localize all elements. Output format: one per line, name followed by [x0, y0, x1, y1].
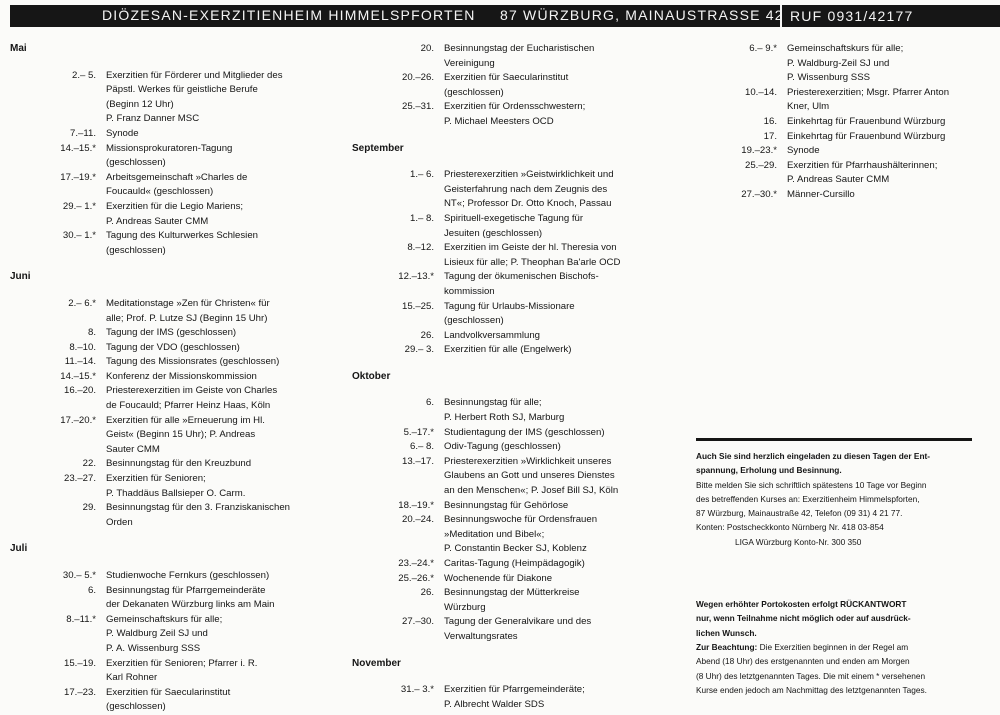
entry-description	[106, 69, 340, 127]
schedule-entry	[352, 557, 692, 572]
entry-line: »Meditation und Bibel«;	[444, 528, 545, 540]
entry-date: 16.	[763, 115, 777, 127]
entry-description	[106, 657, 340, 686]
entry-line: Besinnungstag für Pfarrgemeinderäte	[106, 584, 266, 596]
entry-description	[106, 326, 340, 341]
entry-line: (geschlossen)	[106, 157, 166, 169]
entry-line: P. Thaddäus Ballsieper O. Carm.	[106, 487, 246, 499]
entry-date: 5.–17.*	[403, 426, 434, 438]
schedule-entry	[10, 127, 340, 142]
entry-line: (geschlossen)	[106, 701, 166, 713]
schedule-entry	[10, 613, 340, 657]
schedule-entry	[352, 572, 692, 587]
entry-description	[444, 426, 692, 441]
entry-date: 29.	[82, 502, 96, 514]
postage-line: Wegen erhöhter Portokosten erfolgt RÜCKANTWORT	[696, 599, 907, 610]
schedule-entry	[697, 188, 997, 203]
entry-description	[444, 71, 692, 100]
registration-line: 87 Würzburg, Mainaustraße 42, Telefon (09 31) 4 21 77.	[696, 508, 903, 519]
entry-description	[106, 142, 340, 171]
entry-line: Männer-Cursillo	[787, 188, 855, 200]
entry-line: Vereinigung	[444, 57, 495, 69]
month-heading: Juni	[10, 271, 31, 283]
entry-date: 8.	[87, 327, 96, 339]
entry-line: Priesterexerzitien im Geiste von Charles	[106, 385, 278, 397]
entry-date: 15.–19.	[63, 657, 96, 669]
schedule-entry	[697, 42, 997, 86]
entry-description	[787, 159, 997, 188]
entry-line: Karl Rohner	[106, 672, 158, 684]
entry-line: Foucauld« (geschlossen)	[106, 186, 214, 198]
schedule-entry	[352, 71, 692, 100]
entry-date: 19.–23.*	[741, 145, 777, 157]
schedule-entry	[10, 657, 340, 686]
entry-line: an den Menschen«; P. Josef Bill SJ, Köln	[444, 485, 619, 497]
entry-line: Glaubens an Gott und unseres Dienstes	[444, 470, 615, 482]
entry-description	[787, 86, 997, 115]
entry-date: 7.–11.	[70, 127, 96, 139]
entry-description	[106, 171, 340, 200]
entry-description	[106, 414, 340, 458]
schedule-entry	[352, 329, 692, 344]
schedule-entry	[352, 100, 692, 129]
entry-line: Odiv-Tagung (geschlossen)	[444, 441, 561, 453]
entry-date: 16.–20.	[63, 385, 96, 397]
entry-description	[106, 501, 340, 530]
entry-date: 13.–17.	[401, 455, 434, 467]
entry-date: 27.–30.	[401, 616, 434, 628]
schedule-entry	[10, 297, 340, 326]
entry-line: Arbeitsgemeinschaft »Charles de	[106, 171, 248, 183]
header-phone: RUF 0931/42177	[780, 5, 921, 27]
entry-line: Einkehrtag für Frauenbund Würzburg	[787, 130, 946, 142]
postage-line: lichen Wunsch.	[696, 627, 757, 638]
entry-description	[444, 300, 692, 329]
entry-line: Tagung der ökumenischen Bischofs-	[444, 271, 599, 283]
entry-line: Exerzitien für die Legio Mariens;	[106, 200, 244, 212]
month-heading: Oktober	[352, 370, 391, 382]
entry-description	[444, 168, 692, 212]
entry-line: Orden	[106, 516, 133, 528]
schedule-entry	[352, 440, 692, 455]
schedule-entry	[10, 326, 340, 341]
month-heading: Juli	[10, 543, 28, 555]
note-text: Die Exerzitien beginnen in der Regel am	[757, 641, 909, 652]
entry-line: Geist« (Beginn 15 Uhr); P. Andreas	[106, 429, 256, 441]
entry-description	[444, 270, 692, 299]
entry-description	[106, 297, 340, 326]
schedule-entry	[352, 212, 692, 241]
note-label: Zur Beachtung:	[696, 641, 758, 652]
entry-date: 30.– 5.*	[62, 570, 96, 581]
schedule-column-2	[352, 42, 692, 712]
entry-description	[444, 499, 692, 514]
schedule-entry	[352, 615, 692, 644]
entry-description	[106, 341, 340, 356]
entry-line: P. Waldburg-Zeil SJ und	[787, 57, 890, 69]
entry-date: 23.–27.	[63, 473, 96, 485]
schedule-entry	[352, 513, 692, 557]
entry-line: Besinnungstag für alle;	[444, 397, 542, 409]
entry-date: 8.–12.	[407, 242, 434, 254]
entry-line: P. Andreas Sauter CMM	[787, 174, 890, 186]
entry-line: Exerzitien für Pfarrhaushälterinnen;	[787, 159, 938, 171]
entry-description	[444, 329, 692, 344]
entry-line: Studientagung der IMS (geschlossen)	[444, 426, 605, 438]
account-line: LIGA Würzburg Konto-Nr. 300 350	[735, 536, 862, 547]
entry-line: Besinnungstag für den 3. Franziskanischen	[106, 502, 290, 514]
entry-date: 6.	[425, 397, 434, 409]
entry-date: 18.–19.*	[398, 499, 434, 511]
registration-line: des betreffenden Kurses an: Exerzitienheim Himmelspforten,	[696, 493, 920, 504]
entry-line: P. Albrecht Walder SDS	[444, 698, 545, 710]
entry-description	[106, 584, 340, 613]
entry-date: 6.– 8.	[409, 441, 434, 453]
schedule-entry	[10, 384, 340, 413]
entry-date: 14.–15.*	[60, 142, 96, 154]
entry-line: Caritas-Tagung (Heimpädagogik)	[444, 558, 585, 569]
entry-description	[106, 384, 340, 413]
entry-description	[444, 100, 692, 129]
invitation-line: Auch Sie sind herzlich eingeladen zu diesen Tagen der Ent-	[696, 451, 931, 461]
entry-line: P. Franz Danner MSC	[106, 113, 200, 125]
entry-date: 20.	[420, 43, 434, 54]
entry-description	[444, 513, 692, 557]
entry-line: Tagung der VDO (geschlossen)	[106, 341, 240, 353]
entry-line: Priesterexerzitien; Msgr. Pfarrer Anton	[787, 86, 950, 98]
entry-date: 14.–15.*	[60, 370, 96, 382]
schedule-entry	[352, 42, 692, 71]
entry-line: P. Herbert Roth SJ, Marburg	[444, 412, 565, 424]
schedule-entry	[352, 683, 692, 712]
entry-line: Besinnungswoche für Ordensfrauen	[444, 514, 598, 526]
entry-line: Geisterfahrung nach dem Zeugnis des	[444, 183, 608, 195]
account-line: Konten: Postscheckkonto Nürnberg Nr. 418 03-854	[696, 522, 884, 533]
schedule-entry	[10, 501, 340, 530]
entry-date: 2.– 5.	[71, 69, 96, 81]
entry-date: 29.– 3.	[404, 344, 434, 356]
schedule-entry	[10, 142, 340, 171]
schedule-entry	[352, 241, 692, 270]
entry-line: P. A. Wissenburg SSS	[106, 642, 201, 654]
schedule-entry	[10, 370, 340, 385]
note-line	[696, 640, 972, 654]
entry-date: 17.–20.*	[60, 414, 96, 426]
entry-line: Exerzitien für Senioren; Pfarrer i. R.	[106, 657, 258, 669]
entry-line: NT«; Professor Dr. Otto Knoch, Passau	[444, 198, 612, 210]
schedule-entry	[10, 229, 340, 258]
entry-line: Synode	[106, 127, 139, 139]
schedule-entry	[352, 396, 692, 425]
entry-date: 30.– 1.*	[62, 230, 96, 242]
entry-line: Exerzitien für Saecularinstitut	[444, 72, 569, 84]
entry-description	[444, 440, 692, 455]
schedule-entry	[352, 426, 692, 441]
schedule-entry	[697, 130, 997, 145]
entry-line: Sauter CMM	[106, 443, 160, 455]
entry-description	[444, 586, 692, 615]
schedule-entry	[352, 168, 692, 212]
schedule-entry	[697, 115, 997, 130]
entry-line: Exerzitien für Ordensschwestern;	[444, 101, 586, 113]
entry-line: Jesuiten (geschlossen)	[444, 227, 543, 239]
entry-line: (Beginn 12 Uhr)	[106, 98, 174, 110]
entry-description	[106, 569, 340, 584]
entry-description	[106, 229, 340, 258]
schedule-entry	[352, 586, 692, 615]
entry-line: Studienwoche Fernkurs (geschlossen)	[106, 570, 270, 581]
entry-date: 17.–23.	[63, 686, 96, 698]
schedule-entry	[352, 270, 692, 299]
entry-line: (geschlossen)	[106, 244, 166, 256]
entry-line: Tagung der Generalvikare und des	[444, 616, 592, 628]
header-address: 87 WÜRZBURG, MAINAUSTRASSE 42	[500, 7, 784, 23]
entry-line: alle; Prof. P. Lutze SJ (Beginn 15 Uhr)	[106, 312, 268, 324]
schedule-entry	[10, 472, 340, 501]
entry-date: 25.–31.	[401, 101, 434, 113]
entry-line: Kner, Ulm	[787, 101, 830, 113]
entry-description	[787, 130, 997, 145]
schedule-entry	[697, 86, 997, 115]
entry-line: Exerzitien im Geiste der hl. Theresia von	[444, 242, 617, 254]
entry-description	[106, 355, 340, 370]
schedule-entry	[10, 171, 340, 200]
entry-date: 26.	[420, 329, 434, 341]
entry-date: 25.–29.	[744, 159, 777, 171]
entry-description	[444, 572, 692, 587]
entry-line: P. Michael Meesters OCD	[444, 115, 554, 127]
note-line: (8 Uhr) des letztgenannten Tages. Die mit einem * versehenen	[696, 670, 926, 681]
entry-line: Landvolkversammlung	[444, 329, 540, 341]
entry-date: 20.–24.	[401, 514, 434, 526]
entry-line: Tagung der IMS (geschlossen)	[106, 327, 237, 339]
entry-date: 31.– 3.*	[400, 684, 434, 696]
schedule-entry	[10, 414, 340, 458]
entry-date: 23.–24.*	[398, 558, 434, 569]
entry-date: 2.– 6.*	[68, 297, 96, 309]
entry-line: Exerzitien für Förderer und Mitglieder des	[106, 69, 283, 81]
schedule-entry	[10, 569, 340, 584]
entry-description	[106, 613, 340, 657]
registration-line: Bitte melden Sie sich schriftlich spätestens 10 Tage vor Beginn	[696, 479, 927, 490]
note-line: Kurse enden jedoch am Nachmittag des letztgenannten Tages.	[696, 684, 927, 695]
entry-description	[106, 457, 340, 472]
month-heading: November	[352, 657, 401, 669]
entry-description	[106, 472, 340, 501]
entry-date: 29.– 1.*	[62, 200, 96, 212]
schedule-entry	[10, 341, 340, 356]
entry-description	[787, 115, 997, 130]
schedule-entry	[10, 686, 340, 715]
month-heading: September	[352, 142, 404, 154]
entry-date: 8.–10.	[69, 341, 96, 353]
invitation-line: spannung, Erholung und Besinnung.	[696, 465, 842, 476]
entry-line: Synode	[787, 145, 820, 157]
entry-line: Tagung des Kulturwerkes Schlesien	[106, 230, 258, 242]
entry-line: Besinnungstag der Eucharistischen	[444, 43, 595, 54]
entry-line: P. Waldburg Zeil SJ und	[106, 628, 208, 640]
entry-description	[106, 686, 340, 715]
entry-line: Priesterexerzitien »Wirklichkeit unseres	[444, 455, 612, 467]
entry-line: Priesterexerzitien »Geistwirklichkeit und	[444, 169, 614, 181]
entry-date: 6.	[87, 584, 96, 596]
entry-line: Tagung für Urlaubs-Missionare	[444, 300, 575, 312]
entry-date: 12.–13.*	[398, 271, 434, 283]
entry-line: Missionsprokuratoren-Tagung	[106, 142, 233, 154]
entry-line: Besinnungstag der Mütterkreise	[444, 587, 580, 599]
entry-date: 17.	[763, 130, 777, 142]
entry-line: Besinnungstag für Gehörlose	[444, 499, 569, 511]
entry-date: 15.–25.	[401, 300, 434, 312]
entry-line: Verwaltungsrates	[444, 630, 518, 642]
entry-description	[444, 212, 692, 241]
schedule-entry	[352, 343, 692, 358]
entry-line: Spirituell-exegetische Tagung für	[444, 212, 584, 224]
entry-date: 11.–14.	[64, 356, 96, 368]
entry-line: Exerzitien für alle »Erneuerung im Hl.	[106, 414, 265, 426]
entry-line: Konferenz der Missionskommission	[106, 370, 257, 382]
header-title: DIÖZESAN-EXERZITIENHEIM HIMMELSPFORTEN	[102, 7, 476, 23]
entry-line: Einkehrtag für Frauenbund Würzburg	[787, 115, 946, 127]
entry-description	[787, 42, 997, 86]
entry-line: P. Constantin Becker SJ, Koblenz	[444, 543, 587, 555]
entry-description	[106, 200, 340, 229]
postage-line: nur, wenn Teilnahme nicht möglich oder auf ausdrück-	[696, 613, 911, 624]
header-bar	[10, 5, 1000, 27]
entry-line: Lisieux für alle; P. Theophan Ba'arle OCD	[444, 256, 621, 268]
month-heading: Mai	[10, 43, 27, 54]
note-line: Abend (18 Uhr) des erstgenannten und enden am Morgen	[696, 656, 910, 667]
entry-line: Exerzitien für Senioren;	[106, 473, 206, 485]
entry-date: 1.– 6.	[409, 169, 434, 181]
entry-line: (geschlossen)	[444, 86, 504, 98]
entry-line: (geschlossen)	[444, 315, 504, 327]
entry-date: 6.– 9.*	[749, 43, 777, 54]
entry-description	[106, 370, 340, 385]
entry-line: de Foucauld; Pfarrer Heinz Haas, Köln	[106, 400, 271, 412]
schedule-column-1	[10, 42, 340, 715]
entry-date: 20.–26.	[401, 72, 434, 84]
entry-line: kommission	[444, 285, 495, 297]
schedule-entry	[697, 159, 997, 188]
entry-line: Exerzitien für Saecularinstitut	[106, 686, 231, 698]
entry-line: Wochenende für Diakone	[444, 572, 553, 584]
entry-description	[787, 188, 997, 203]
entry-line: Besinnungstag für den Kreuzbund	[106, 458, 252, 470]
entry-line: P. Andreas Sauter CMM	[106, 215, 209, 227]
schedule-entry	[352, 300, 692, 329]
entry-date: 10.–14.	[744, 86, 777, 98]
entry-line: Meditationstage »Zen für Christen« für	[106, 297, 270, 309]
entry-date: 8.–11.*	[66, 613, 96, 625]
entry-description	[787, 144, 997, 159]
entry-date: 17.–19.*	[60, 171, 96, 183]
entry-description	[444, 42, 692, 71]
entry-line: Tagung des Missionsrates (geschlossen)	[106, 356, 280, 368]
entry-line: der Dekanaten Würzburg links am Main	[106, 599, 275, 611]
entry-line: Exerzitien für Pfarrgemeinderäte;	[444, 684, 585, 696]
entry-description	[444, 557, 692, 572]
schedule-entry	[10, 200, 340, 229]
schedule-entry	[10, 584, 340, 613]
entry-date: 27.–30.*	[741, 188, 777, 200]
schedule-entry	[10, 69, 340, 127]
entry-line: Päpstl. Werkes für geistliche Berufe	[106, 84, 258, 96]
schedule-entry	[10, 457, 340, 472]
schedule-entry	[10, 355, 340, 370]
entry-description	[444, 455, 692, 499]
schedule-column-3	[697, 42, 997, 203]
entry-line: Exerzitien für alle (Engelwerk)	[444, 344, 572, 356]
entry-description	[444, 683, 692, 712]
entry-description	[444, 241, 692, 270]
schedule-entry	[352, 499, 692, 514]
schedule-entry	[352, 455, 692, 499]
entry-date: 26.	[420, 587, 434, 599]
entry-description	[444, 615, 692, 644]
notice-block	[696, 438, 972, 697]
entry-date: 22.	[82, 458, 96, 470]
entry-line: Gemeinschaftskurs für alle;	[106, 613, 223, 625]
entry-date: 1.– 8.	[409, 212, 434, 224]
entry-description	[444, 343, 692, 358]
entry-description	[106, 127, 340, 142]
schedule-entry	[697, 144, 997, 159]
entry-date: 25.–26.*	[398, 572, 434, 584]
entry-description	[444, 396, 692, 425]
entry-line: Würzburg	[444, 601, 486, 613]
entry-line: P. Wissenburg SSS	[787, 72, 871, 84]
entry-line: Gemeinschaftskurs für alle;	[787, 43, 904, 54]
